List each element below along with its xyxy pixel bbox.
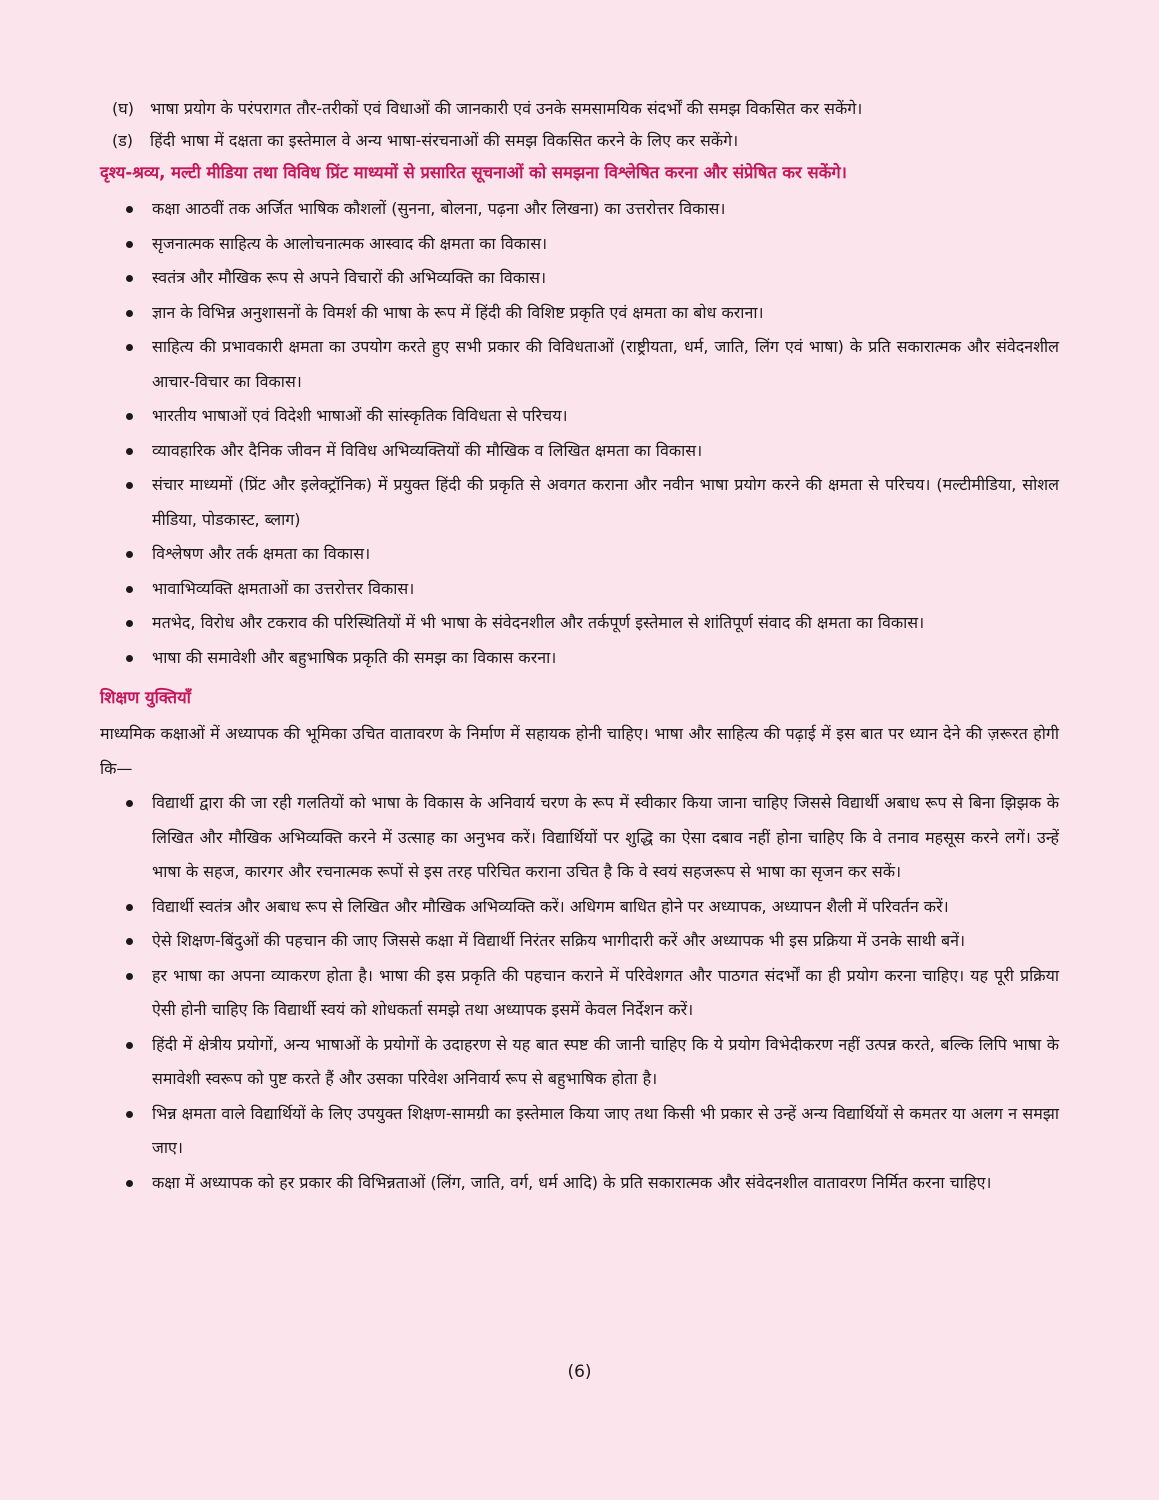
list-item: विश्लेषण और तर्क क्षमता का विकास। — [100, 537, 1059, 572]
list-item: हर भाषा का अपना व्याकरण होता है। भाषा की इस प्रकृति की पहचान कराने में परिवेशगत और पाठगत संदर्भों का ही प्रयोग करना चाहिए। यह पूरी प्रक्रिया ऐसी होनी चाहिए कि विद्यार्थी स्वयं को शोधकर्ता समझे तथा अध्यापक इसमें केवल निर्देशन करें। — [100, 959, 1059, 1028]
section-heading-media: दृश्य-श्रव्य, मल्टी मीडिया तथा विविध प्रिंट माध्यमों से प्रसारित सूचनाओं को समझना विश्लेषित करना और संप्रेषित कर सकेंगे। — [100, 163, 847, 182]
bullet-icon — [126, 551, 133, 558]
objective-item-da — [100, 128, 1059, 154]
teaching-tips-bullet-list — [100, 786, 1059, 1200]
list-item: भारतीय भाषाओं एवं विदेशी भाषाओं की सांस्कृतिक विविधता से परिचय। — [100, 399, 1059, 434]
list-item: सृजनात्मक साहित्य के आलोचनात्मक आस्वाद की क्षमता का विकास। — [100, 227, 1059, 262]
list-item: कक्षा आठवीं तक अर्जित भाषिक कौशलों (सुनना, बोलना, पढ़ना और लिखना) का उत्तरोत्तर विकास। — [100, 192, 1059, 227]
section-heading-teaching-tips: शिक्षण युक्तियाँ — [100, 688, 191, 707]
bullet-icon — [126, 1180, 133, 1187]
bullet-icon — [126, 1111, 133, 1118]
list-item: ऐसे शिक्षण-बिंदुओं की पहचान की जाए जिससे कक्षा में विद्यार्थी निरंतर सक्रिय भागीदारी करें और अध्यापक भी इस प्रक्रिया में उनके साथी बनें। — [100, 924, 1059, 959]
objective-item-gha — [100, 96, 1059, 122]
bullet-icon — [126, 620, 133, 627]
list-item: भावाभिव्यक्ति क्षमताओं का उत्तरोत्तर विकास। — [100, 572, 1059, 607]
bullet-icon — [126, 1042, 133, 1049]
bullet-icon — [126, 448, 133, 455]
list-item: हिंदी में क्षेत्रीय प्रयोगों, अन्य भाषाओं के प्रयोगों के उदाहरण से यह बात स्पष्ट की जानी चाहिए कि ये प्रयोग विभेदीकरण नहीं उत्पन्न करते, बल्कि लिपि भाषा के समावेशी स्वरूप को पुष्ट करते हैं और उसका परिवेश अनिवार्य रूप से बहुभाषिक होता है। — [100, 1028, 1059, 1097]
item-marker: (घ) — [112, 99, 134, 118]
page-number: (6) — [567, 1362, 592, 1382]
list-item: मतभेद, विरोध और टकराव की परिस्थितियों में भी भाषा के संवेदनशील और तर्कपूर्ण इस्तेमाल से शांतिपूर्ण संवाद की क्षमता का विकास। — [100, 606, 1059, 641]
bullet-icon — [126, 482, 133, 489]
bullet-icon — [126, 241, 133, 248]
bullet-icon — [126, 310, 133, 317]
bullet-icon — [126, 586, 133, 593]
bullet-icon — [126, 800, 133, 807]
list-item: भिन्न क्षमता वाले विद्यार्थियों के लिए उपयुक्त शिक्षण-सामग्री का इस्तेमाल किया जाए तथा किसी भी प्रकार से उन्हें अन्य विद्यार्थियों से कमतर या अलग न समझा जाए। — [100, 1097, 1059, 1166]
bullet-icon — [126, 938, 133, 945]
list-item: विद्यार्थी स्वतंत्र और अबाध रूप से लिखित और मौखिक अभिव्यक्ति करें। अधिगम बाधित होने पर अध्यापक, अध्यापन शैली में परिवर्तन करें। — [100, 890, 1059, 925]
list-item: भाषा की समावेशी और बहुभाषिक प्रकृति की समझ का विकास करना। — [100, 641, 1059, 676]
bullet-icon — [126, 413, 133, 420]
list-item: संचार माध्यमों (प्रिंट और इलेक्ट्रॉनिक) में प्रयुक्त हिंदी की प्रकृति से अवगत कराना और नवीन भाषा प्रयोग करने की क्षमता से परिचय। (मल्टीमीडिया, सोशल मीडिया, पोडकास्ट, ब्लाग) — [100, 468, 1059, 537]
bullet-icon — [126, 344, 133, 351]
bullet-icon — [126, 206, 133, 213]
list-item: स्वतंत्र और मौखिक रूप से अपने विचारों की अभिव्यक्ति का विकास। — [100, 261, 1059, 296]
item-text: भाषा प्रयोग के परंपरागत तौर-तरीकों एवं विधाओं की जानकारी एवं उनके समसामयिक संदर्भों की समझ विकसित कर सकेंगे। — [150, 99, 863, 118]
bullet-icon — [126, 973, 133, 980]
list-item: विद्यार्थी द्वारा की जा रही गलतियों को भाषा के विकास के अनिवार्य चरण के रूप में स्वीकार किया जाना चाहिए जिससे विद्यार्थी अबाध रूप से बिना झिझक के लिखित और मौखिक अभिव्यक्ति करने में उत्साह का अनुभव करें। विद्यार्थियों पर शुद्धि का ऐसा दबाव नहीं होना चाहिए कि वे तनाव महसूस करने लगें। उन्हें भाषा के सहज, कारगर और रचनात्मक रूपों से इस तरह परिचित कराना उचित है कि वे स्वयं सहजरूप से भाषा का सृजन कर सकें। — [100, 786, 1059, 890]
item-marker: (ड) — [112, 131, 134, 150]
list-item: साहित्य की प्रभावकारी क्षमता का उपयोग करते हुए सभी प्रकार की विविधताओं (राष्ट्रीयता, धर्म, जाति, लिंग एवं भाषा) के प्रति सकारात्मक और संवेदनशील आचार-विचार का विकास। — [100, 330, 1059, 399]
list-item: व्यावहारिक और दैनिक जीवन में विविध अभिव्यक्तियों की मौखिक व लिखित क्षमता का विकास। — [100, 434, 1059, 469]
item-text: हिंदी भाषा में दक्षता का इस्तेमाल वे अन्य भाषा-संरचनाओं की समझ विकसित करने के लिए कर सकेंगे। — [150, 131, 739, 150]
bullet-icon — [126, 655, 133, 662]
bullet-icon — [126, 275, 133, 282]
list-item: ज्ञान के विभिन्न अनुशासनों के विमर्श की भाषा के रूप में हिंदी की विशिष्ट प्रकृति एवं क्षमता का बोध कराना। — [100, 296, 1059, 331]
list-item: कक्षा में अध्यापक को हर प्रकार की विभिन्नताओं (लिंग, जाति, वर्ग, धर्म आदि) के प्रति सकारात्मक और संवेदनशील वातावरण निर्मित करना चाहिए। — [100, 1166, 1059, 1201]
objectives-bullet-list — [100, 192, 1059, 675]
bullet-icon — [126, 904, 133, 911]
teaching-intro-paragraph: माध्यमिक कक्षाओं में अध्यापक की भूमिका उचित वातावरण के निर्माण में सहायक होनी चाहिए। भाषा और साहित्य की पढ़ाई में इस बात पर ध्यान देने की ज़रूरत होगी कि— — [100, 724, 1059, 778]
